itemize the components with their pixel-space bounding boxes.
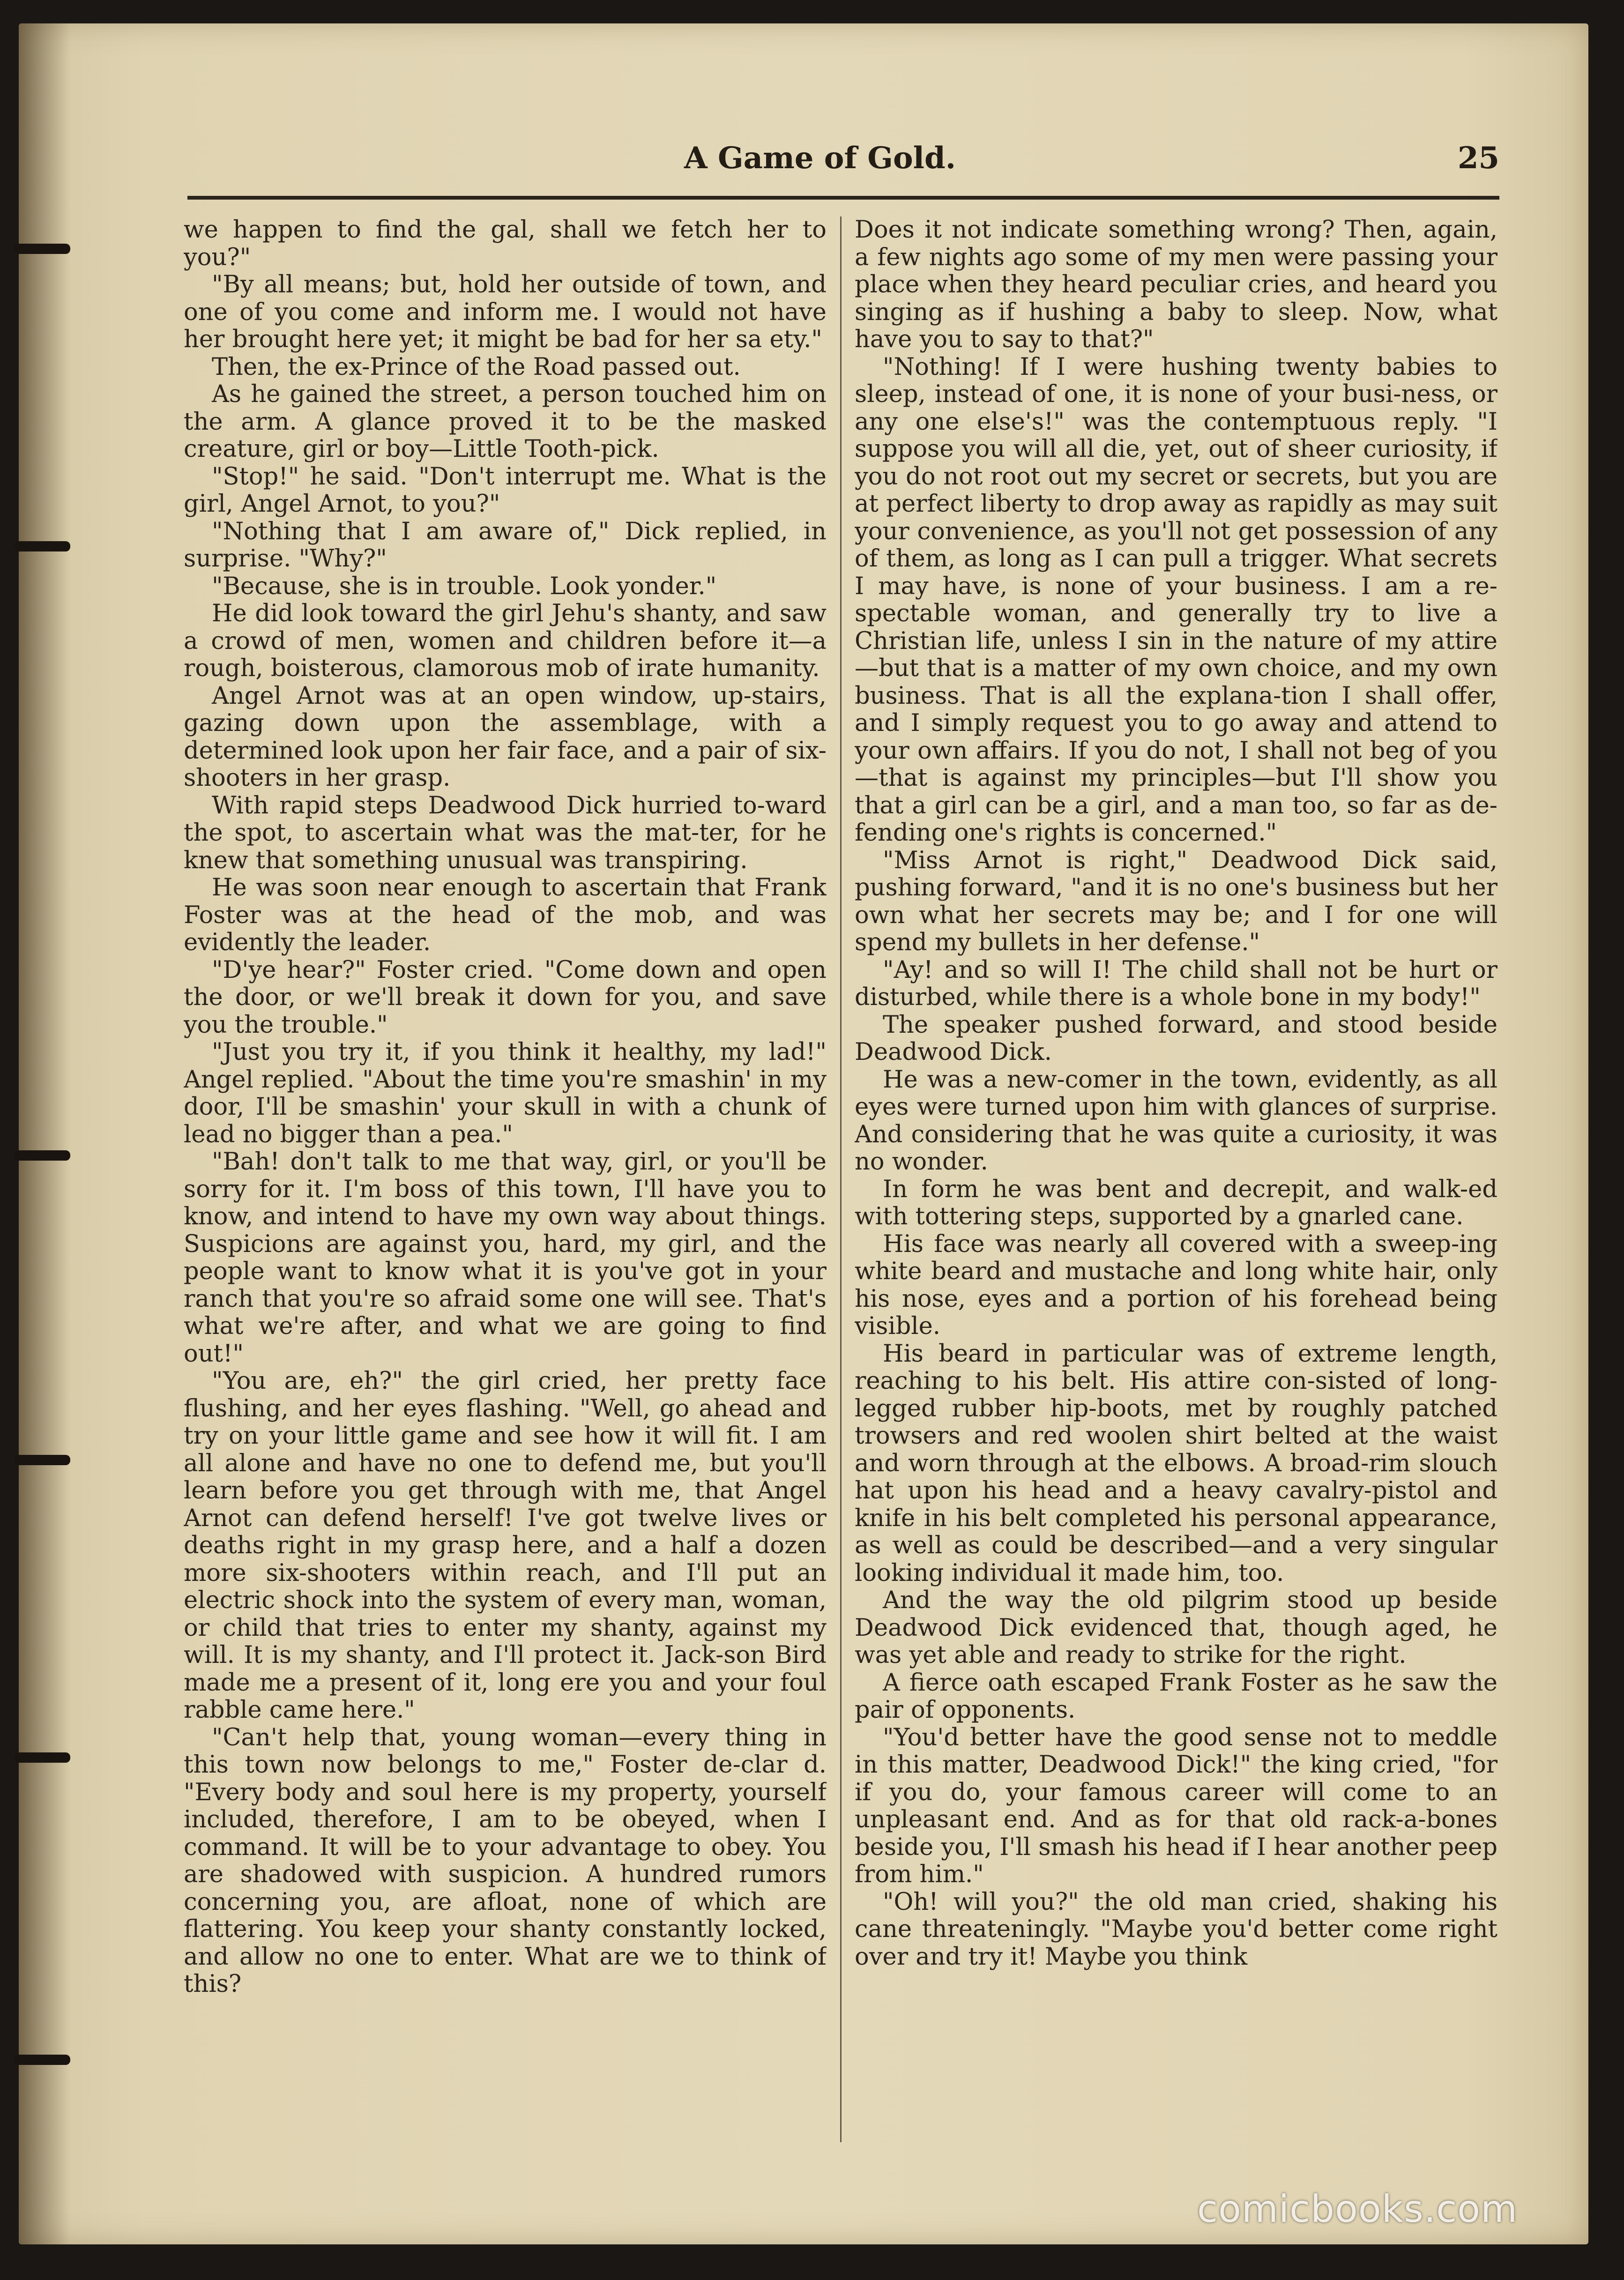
paragraph: And the way the old pilgrim stood up beside Deadwood Dick evidenced that, though aged, he was yet able and ready to strike for the right. [855, 1587, 1497, 1669]
paragraph: Does it not indicate something wrong? Then, again, a few nights ago some of my men were passing your place when they heard peculiar cries, and heard you singing as if hushing a baby to sleep. Now, what have you to say to that?" [855, 216, 1497, 353]
paragraph: The speaker pushed forward, and stood beside Deadwood Dick. [855, 1011, 1497, 1066]
right-text-column [855, 216, 1497, 2161]
paragraph: "Oh! will you?" the old man cried, shaking his cane threateningly. "Maybe you'd better come right over and try it! Maybe you think [855, 1888, 1497, 1971]
paragraph: A fierce oath escaped Frank Foster as he saw the pair of opponents. [855, 1669, 1497, 1724]
binding-stitch [14, 244, 70, 254]
paragraph: "Nothing that I am aware of," Dick replied, in surprise. "Why?" [184, 517, 827, 573]
page-header [187, 141, 1499, 192]
paragraph: He was a new-comer in the town, evidently, as all eyes were turned upon him with glances of surprise. And considering that he was quite a curiosity, it was no wonder. [855, 1065, 1497, 1176]
paragraph: "Bah! don't talk to me that way, girl, or you'll be sorry for it. I'm boss of this town, I'll have you to know, and intend to have my own way about things. Suspicions are against you, hard, my girl, and the people want to know what it is you've got in your ranch that you're so afraid some one will see. That's what we're after, and what we are going to find out!" [184, 1148, 827, 1368]
paragraph: As he gained the street, a person touched him on the arm. A glance proved it to be the masked creature, girl or boy—Little Tooth-pick. [184, 380, 827, 463]
paragraph: "By all means; but, hold her outside of town, and one of you come and inform me. I would not have her brought here yet; it might be bad for her sa ety." [184, 271, 827, 353]
paragraph: His face was nearly all covered with a sweep-ing white beard and mustache and long white hair, only his nose, eyes and a portion of his forehead being visible. [855, 1230, 1497, 1340]
paragraph: "Can't help that, young woman—every thing in this town now belongs to me," Foster de-clar d. "Every body and soul here is my property, yourself included, therefore, I am to be obeyed, when I command. It will be to your advantage to obey. You are shadowed with suspicion. A hundred rumors concerning you, are afloat, none of which are flattering. You keep your shanty constantly locked, and allow no one to enter. What are we to think of this? [184, 1723, 827, 1998]
binding-stitch [14, 541, 70, 551]
binding-gutter [19, 23, 70, 2244]
paragraph: "D'ye hear?" Foster cried. "Come down and open the door, or we'll break it down for you, and save you the trouble." [184, 956, 827, 1039]
paragraph: Then, the ex-Prince of the Road passed out. [212, 353, 741, 381]
paragraph: "You'd better have the good sense not to meddle in this matter, Deadwood Dick!" the king cried, "for if you do, your famous career will come to an unpleasant end. And as for that old rack-a-bones beside you, I'll smash his head if I hear another peep from him." [855, 1723, 1497, 1888]
paragraph: In form he was bent and decrepit, and walk-ed with tottering steps, supported by a gnarled cane. [855, 1175, 1497, 1230]
paragraph: "Miss Arnot is right," Deadwood Dick said, pushing forward, "and it is no one's business but her own what her secrets may be; and I for one will spend my bullets in her defense." [855, 846, 1497, 956]
page-number: 25 [1457, 141, 1499, 176]
binding-stitch [14, 1455, 70, 1465]
paragraph: Angel Arnot was at an open window, up-stairs, gazing down upon the assemblage, with a determined look upon her fair face, and a pair of six-shooters in her grasp. [184, 682, 827, 792]
binding-stitch [14, 1150, 70, 1161]
running-title: A Game of Gold. [684, 141, 956, 176]
paragraph: His beard in particular was of extreme length, reaching to his belt. His attire con-sisted of long-legged rubber hip-boots, met by roughly patched trowsers and red woolen shirt belted at the waist and worn through at the elbows. A broad-rim slouch hat upon his head and a heavy cavalry-pistol and knife in his belt completed his personal appearance, as well as could be described—and a very singular looking individual it made him, too. [855, 1340, 1497, 1587]
paragraph: we happen to find the gal, shall we fetch her to you?" [184, 216, 827, 271]
binding-stitch [14, 2055, 70, 2065]
paragraph: He was soon near enough to ascertain that Frank Foster was at the head of the mob, and was evidently the leader. [184, 874, 827, 956]
paragraph: "You are, eh?" the girl cried, her pretty face flushing, and her eyes flashing. "Well, go ahead and try on your little game and see how it will fit. I am all alone and have no one to defend me, but you'll learn before you get through with me, that Angel Arnot can defend herself! I've got twelve lives or deaths right in my grasp here, and a half a dozen more six-shooters within reach, and I'll put an electric shock into the system of every man, woman, or child that tries to enter my shanty, against my will. It is my shanty, and I'll protect it. Jack-son Bird made me a present of it, long ere you and your foul rabble came here." [184, 1367, 827, 1724]
binding-stitch [14, 1752, 70, 1763]
paragraph: He did look toward the girl Jehu's shanty, and saw a crowd of men, women and children before it—a rough, boisterous, clamorous mob of irate humanity. [184, 600, 827, 682]
paragraph: "Stop!" he said. "Don't interrupt me. What is the girl, Angel Arnot, to you?" [184, 462, 827, 518]
left-text-column [184, 216, 827, 2161]
paragraph: "Because, she is in trouble. Look yonder." [212, 572, 717, 600]
paragraph: "Just you try it, if you think it healthy, my lad!" Angel replied. "About the time you're smashin' in my door, I'll be smashin' your skull in with a chunk of lead no bigger than a pea." [184, 1038, 827, 1148]
watermark: comicbooks.com [1197, 2187, 1518, 2231]
paragraph: "Nothing! If I were hushing twenty babies to sleep, instead of one, it is none of your busi-ness, or any one else's!" was the contemptuous reply. "I suppose you will all die, yet, out of sheer curiosity, if you do not root out my secret or secrets, but you are at perfect liberty to drop away as rapidly as may suit your convenience, as you'll not get possession of any of them, as long as I can pull a trigger. What secrets I may have, is none of your business. I am a re-spectable woman, and generally try to live a Christian life, unless I sin in the nature of my attire—but that is a matter of my own choice, and my own business. That is all the explana-tion I shall offer, and I simply request you to go away and attend to your own affairs. If you do not, I shall not beg of you—that is against my principles—but I'll show you that a girl can be a girl, and a man too, so far as de-fending one's rights is concerned." [855, 353, 1497, 847]
column-divider [840, 216, 842, 2142]
paragraph: With rapid steps Deadwood Dick hurried to-ward the spot, to ascertain what was the mat-ter, for he knew that something unusual was transpiring. [184, 791, 827, 874]
paragraph: "Ay! and so will I! The child shall not be hurt or disturbed, while there is a whole bone in my body!" [855, 956, 1497, 1011]
header-rule [187, 196, 1499, 200]
